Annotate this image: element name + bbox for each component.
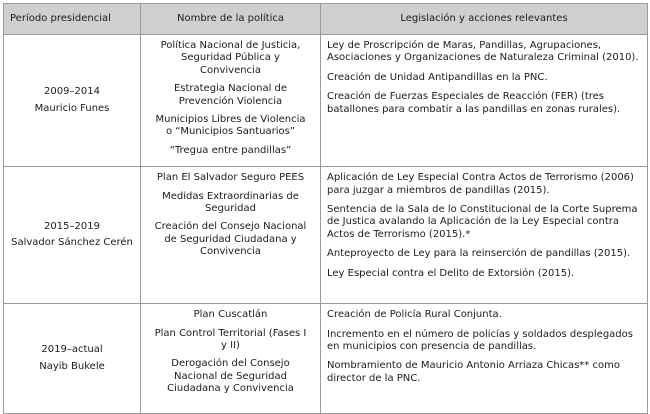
actions-cell [321,35,648,167]
policy-cell [141,304,321,414]
policy-item: Creación del Consejo Nacional de Seguridad Ciudadana y Convivencia [154,221,307,258]
header-row [4,4,648,35]
table-row [4,304,648,414]
policy-item: Derogación del Consejo Nacional de Seguridad Ciudadana y Convivencia [167,358,294,395]
action-item: Aplicación de Ley Especial Contra Actos de Terrorismo (2006) para juzgar a miembros de pandillas (2015). [327,172,634,196]
actions-cell [321,167,648,304]
action-item: Creación de Unidad Antipandillas en la PNC. [327,71,548,83]
table-row [4,167,648,304]
period-years: 2019–actual [41,344,103,356]
period-cell [4,304,141,414]
action-item: Creación de Policía Rural Conjunta. [327,309,502,321]
policy-table [3,3,648,414]
action-item: Nombramiento de Mauricio Antonio Arriaza Chicas** como director de la PNC. [327,360,620,384]
president-name: Nayib Bukele [39,360,105,372]
table-row [4,35,648,167]
policy-item: “Tregua entre pandillas” [169,144,292,156]
policy-item: Municipios Libres de Violencia o “Municipios Santuarios” [155,114,306,138]
period-years: 2015–2019 [44,220,100,232]
policy-item: Plan El Salvador Seguro PEES [156,172,305,184]
period-cell [4,167,141,304]
action-item: Ley Especial contra el Delito de Extorsión (2015). [327,267,575,279]
action-item: Ley de Proscripción de Maras, Pandillas, Agrupaciones, Asociaciones y Organizaciones de Naturaleza Criminal (2010). [327,40,639,64]
action-item: Sentencia de la Sala de lo Constitucional de la Corte Suprema de Justica avalando la Aplicación de la Ley Especial contra Actos de Terrorismo (2015).* [327,204,638,240]
period-cell [4,35,141,167]
policy-item: Política Nacional de Justicia, Seguridad Pública y Convivencia [160,40,301,76]
policy-cell [141,35,321,167]
header-period: Período presidencial [4,4,141,35]
actions-cell [321,304,648,414]
policy-cell [141,167,321,304]
president-name: Salvador Sánchez Cerén [11,237,133,249]
header-policy: Nombre de la política [141,4,321,35]
action-item: Incremento en el número de policías y soldados desplegados en municipios con presencia de pandillas. [327,328,633,353]
header-legislation: Legislación y acciones relevantes [321,4,648,35]
action-item: Creación de Fuerzas Especiales de Reacción (FER) (tres batallones para combatir a las pandillas en zonas rurales). [327,91,621,115]
policy-item: Medidas Extraordinarias de Seguridad [162,190,299,215]
policy-item: Plan Control Territorial (Fases I y II) [154,327,307,352]
action-item: Anteproyecto de Ley para la reinserción de pandillas (2015). [327,248,631,260]
period-years: 2009–2014 [44,86,100,98]
president-name: Mauricio Funes [34,102,110,114]
policy-item: Plan Cuscatlán [193,309,268,321]
policy-item: Estrategia Nacional de Prevención Violencia [173,83,288,107]
